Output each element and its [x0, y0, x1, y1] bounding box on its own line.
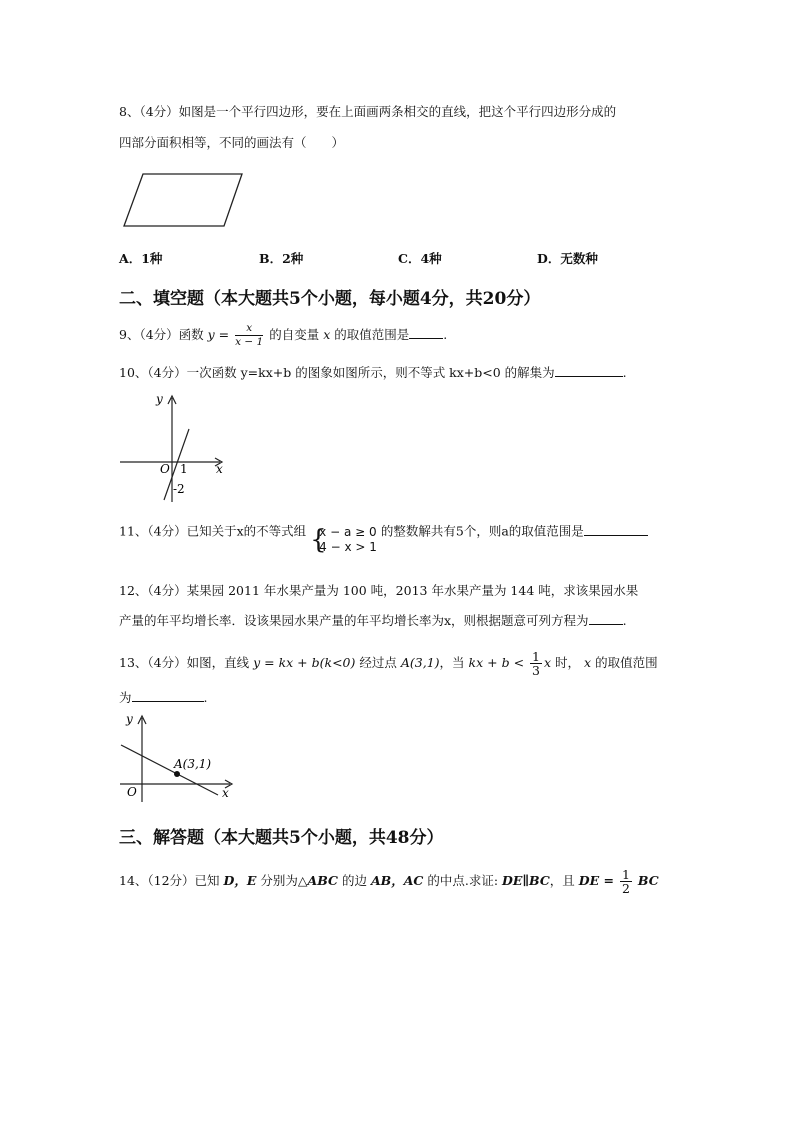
q13-point-a: [174, 771, 180, 777]
q10: 10、（4分）一次函数 y=kx+b 的图象如图所示，则不等式 kx+b<0 的解集为 .: [119, 365, 627, 380]
q8-option-a: A．1种: [119, 251, 163, 266]
q10-origin-label: O: [160, 462, 170, 476]
q8-option-d: D．无数种: [537, 251, 598, 266]
q8-line2: 四部分面积相等，不同的画法有（ ）: [119, 135, 345, 150]
q12-answer-blank: [589, 612, 623, 625]
q13-answer-blank: [132, 689, 204, 702]
q11-answer-blank: [584, 523, 648, 536]
q13-line2: 为 .: [119, 690, 208, 705]
q14: 14、（12分）已知 D，E 分别为△ABC 的边 AB，AC 的中点.求证: DE∥BC，且 DE = $\frac{1}{2}$ BC: [119, 867, 659, 896]
q9: 9、（4分）函数 y = $\frac{x}{x - 1}$ 的自变量 x 的取值范围是 .: [119, 322, 448, 348]
q13-graph: [118, 710, 238, 804]
q13-origin-label: O: [127, 785, 137, 799]
q10-y-tick-label: -2: [173, 482, 185, 496]
q13-fraction: $\frac{1}{3}$: [532, 649, 540, 678]
q8-option-c: C．4种: [398, 251, 442, 266]
q11: 11、（4分）已知关于x的不等式组 { x − a ≥ 0 4 − x > 1 的整数解共有5个，则a的取值范围是: [119, 517, 648, 547]
q10-x-tick-label: 1: [180, 462, 188, 476]
q8-line1: 8、（4分）如图是一个平行四边形，要在上面画两条相交的直线，把这个平行四边形分成的: [119, 104, 617, 119]
section3-title: 三、解答题（本大题共5个小题，共48分）: [119, 828, 444, 848]
q9-fraction: $\frac{x}{x - 1}$: [235, 322, 264, 348]
q9-answer-blank: [409, 326, 443, 339]
parallelogram-figure: [118, 168, 248, 230]
q12-line2: 产量的年平均增长率．设该果园水果产量的年平均增长率为x，则根据题意可列方程为 .: [119, 613, 627, 628]
q8-option-b: B．2种: [259, 251, 304, 266]
q10-y-label: y: [156, 392, 163, 406]
section2-title: 二、填空题（本大题共5个小题，每小题4分，共20分）: [119, 289, 541, 309]
q13-x-label: x: [222, 786, 229, 800]
q10-answer-blank: [555, 364, 623, 377]
q10-x-label: x: [216, 462, 223, 476]
q11-inequality-system: { x − a ≥ 0 4 − x > 1: [310, 525, 377, 555]
q13-line1: 13、（4分）如图，直线 y = kx + b(k<0) 经过点 A(3,1)，当 kx + b < $\frac{1}{3}$ x 时， x 的取值范围: [119, 649, 658, 678]
q12-line1: 12、（4分）某果园 2011 年水果产量为 100 吨，2013 年水果产量为 144 吨，求该果园水果: [119, 583, 639, 598]
q13-y-label: y: [126, 712, 133, 726]
q14-fraction: $\frac{1}{2}$: [621, 867, 630, 896]
q13-point-label: A(3,1): [174, 757, 212, 771]
q10-graph: [118, 392, 230, 504]
parallelogram-shape: [124, 174, 242, 226]
